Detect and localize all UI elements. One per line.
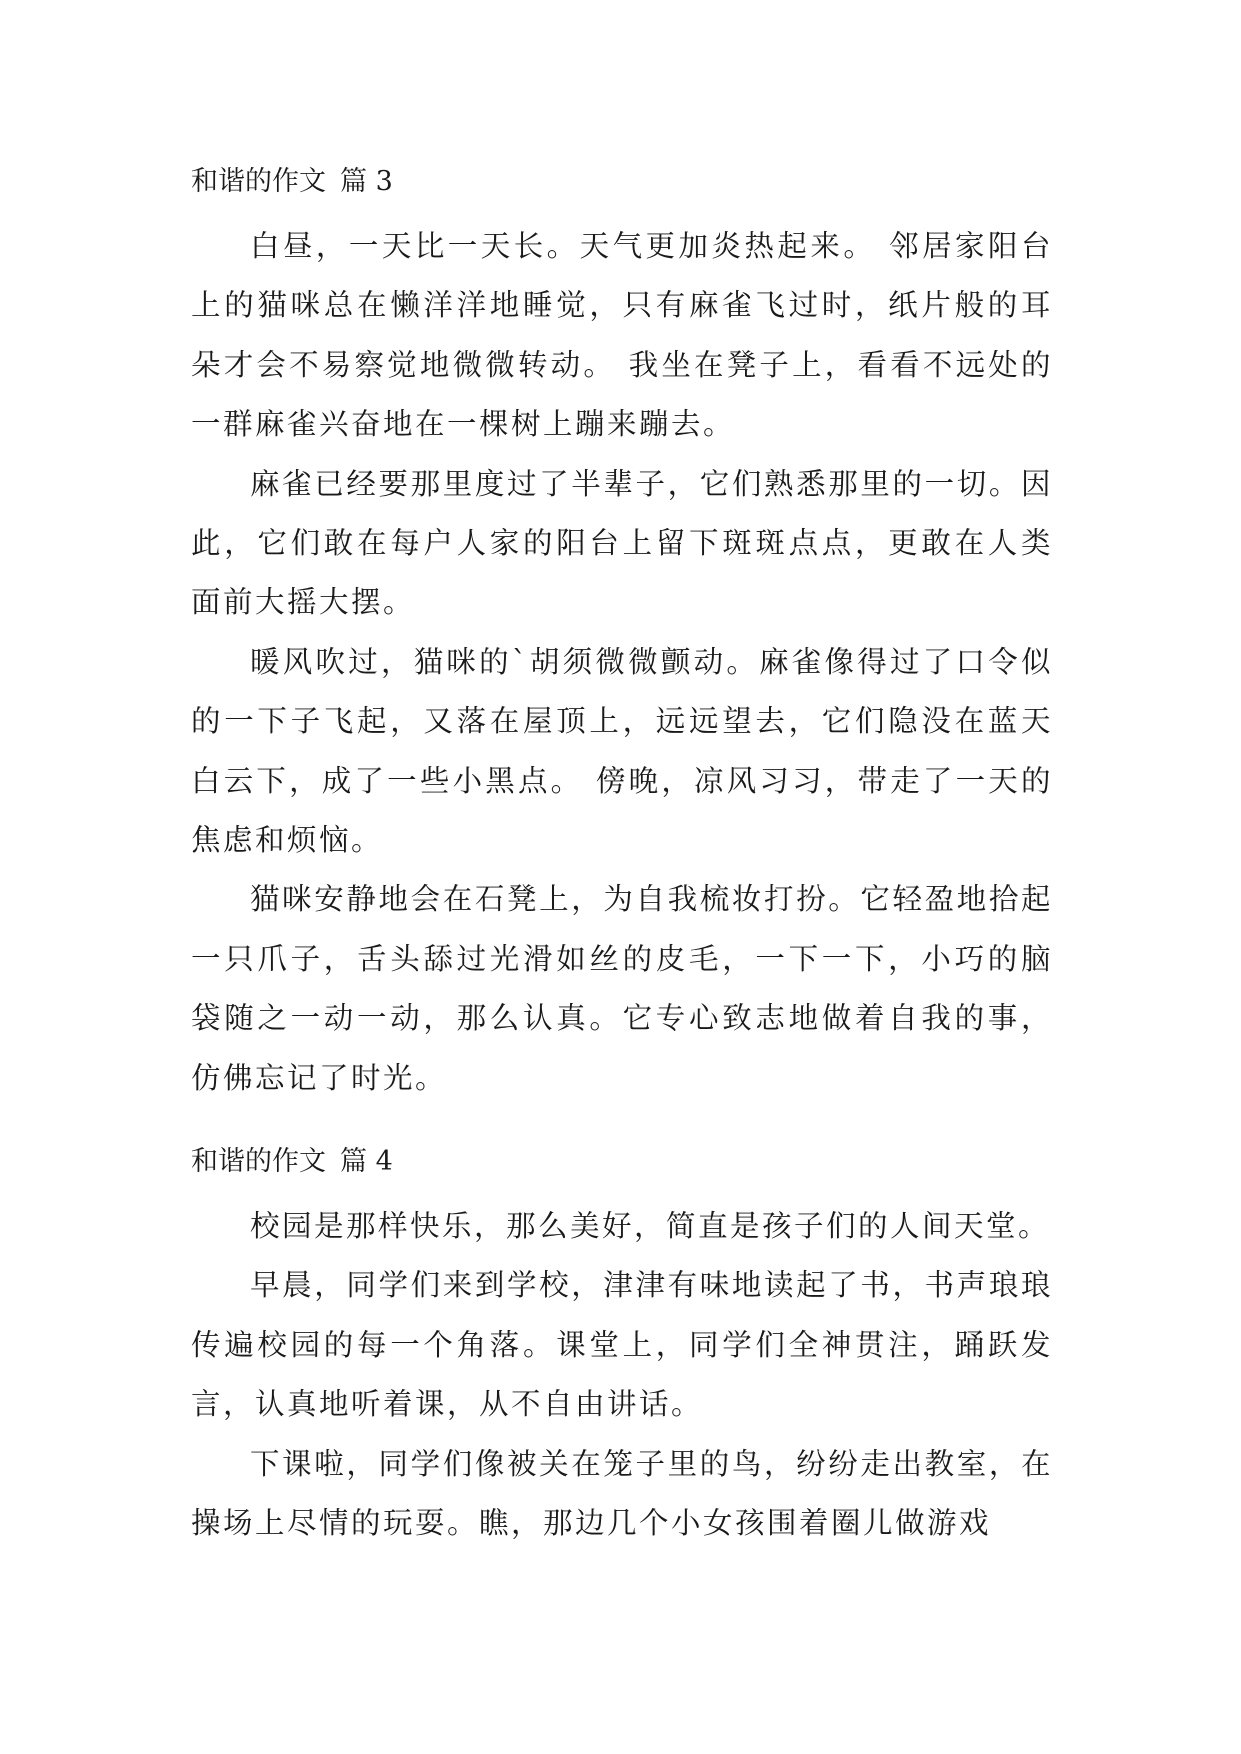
section-part-label: 篇 3 [340, 166, 393, 197]
section-title: 和谐的作文 [191, 1146, 326, 1177]
section-title: 和谐的作文 [191, 166, 326, 197]
paragraph: 猫咪安静地会在石凳上，为自我梳妆打扮。它轻盈地拾起一只爪子，舌头舔过光滑如丝的皮毛，一下一下，小巧的脑袋随之一动一动，那么认真。它专心致志地做着自我的事，仿佛忘记了时光。 [191, 882, 1053, 1095]
paragraph: 白昼，一天比一天长。天气更加炎热起来。 邻居家阳台上的猫咪总在懒洋洋地睡觉，只有麻雀飞过时，纸片般的耳朵才会不易察觉地微微转动。 我坐在凳子上，看看不远处的一群麻雀兴奋地在一棵树上蹦来蹦去。 [191, 229, 1053, 442]
paragraph: 校园是那样快乐，那么美好，简直是孩子们的人间天堂。 [250, 1209, 1051, 1243]
section-part-label: 篇 4 [340, 1146, 393, 1177]
essay-section-4 [191, 1138, 1053, 1553]
essay-section-3 [191, 158, 1053, 1108]
paragraph: 麻雀已经要那里度过了半辈子，它们熟悉那里的一切。因此，它们敢在每户人家的阳台上留下斑斑点点，更敢在人类面前大摇大摆。 [191, 466, 1053, 620]
section-heading [191, 158, 1053, 206]
paragraph: 下课啦，同学们像被关在笼子里的鸟，纷纷走出教室，在操场上尽情的玩耍。瞧，那边几个小女孩围着圈儿做游戏 [191, 1446, 1053, 1541]
paragraph: 早晨，同学们来到学校，津津有味地读起了书，书声琅琅传遍校园的每一个角落。课堂上，同学们全神贯注，踊跃发言，认真地听着课，从不自由讲话。 [191, 1268, 1053, 1422]
paragraph: 暖风吹过，猫咪的`胡须微微颤动。麻雀像得过了口令似的一下子飞起，又落在屋顶上，远远望去，它们隐没在蓝天白云下，成了一些小黑点。 傍晚，凉风习习，带走了一天的焦虑和烦恼。 [191, 644, 1053, 858]
section-heading [191, 1138, 1053, 1186]
